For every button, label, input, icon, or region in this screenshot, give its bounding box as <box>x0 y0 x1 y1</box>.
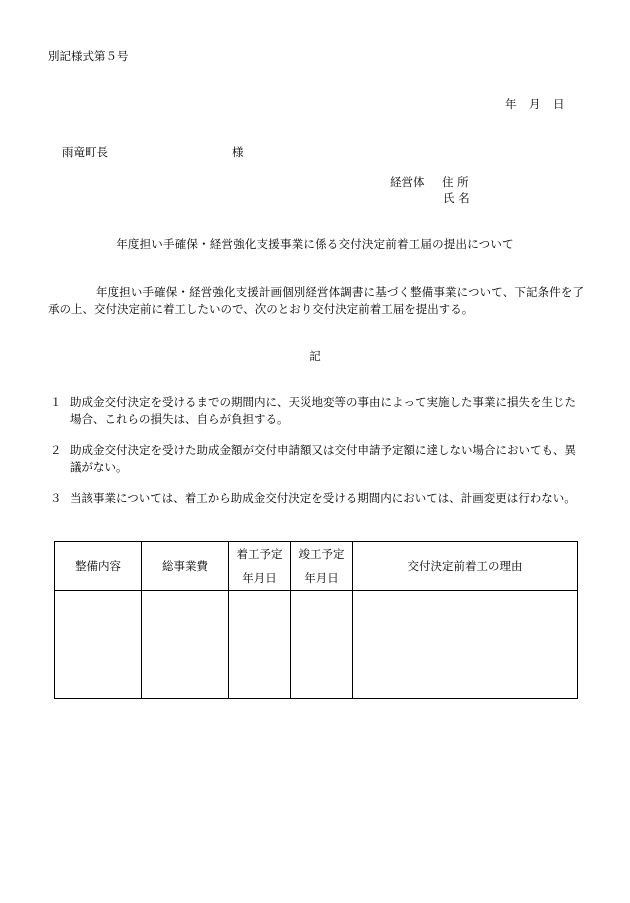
date-month-label: 月 <box>529 97 541 111</box>
table-header-row <box>55 542 578 591</box>
col-header-reason: 交付決定前着工の理由 <box>353 542 578 591</box>
date-year-label: 年 <box>505 97 517 111</box>
table-row <box>55 591 578 699</box>
application-table <box>54 541 578 699</box>
condition-number: １ <box>50 395 62 409</box>
addressee-name: 雨竜町長 <box>62 145 108 159</box>
col-header-start-date <box>229 542 291 591</box>
col-header-total-cost: 総事業費 <box>142 542 229 591</box>
col-header-completion-date <box>291 542 353 591</box>
address-label: 住 所 <box>442 175 469 189</box>
condition-number: ２ <box>50 443 62 457</box>
condition-item <box>48 490 584 507</box>
date-day-label: 日 <box>553 97 565 111</box>
date-line <box>505 96 565 112</box>
addressee-honorific: 様 <box>232 145 244 159</box>
addressee <box>62 144 244 160</box>
col-header-completion-line2: 年月日 <box>304 571 339 585</box>
condition-item <box>48 442 584 476</box>
form-number: 別記様式第５号 <box>48 49 129 63</box>
condition-item <box>48 394 584 428</box>
condition-number: ３ <box>50 491 62 505</box>
col-header-start-line1: 着工予定 <box>236 547 283 561</box>
cell-reason[interactable] <box>353 591 578 699</box>
col-header-content: 整備内容 <box>55 542 142 591</box>
cell-completion-date[interactable] <box>291 591 353 699</box>
entity-label: 経営体 <box>390 175 425 189</box>
body-paragraph: 年度担い手確保・経営強化支援計画個別経営体調書に基づく整備事業について、下記条件を了承の上、交付決定前に着工したいので、次のとおり交付決定前着工届を提出する。 <box>48 285 584 316</box>
cell-content[interactable] <box>55 591 142 699</box>
ki-heading: 記 <box>309 349 321 363</box>
col-header-start-line2: 年月日 <box>242 571 277 585</box>
document-title: 年度担い手確保・経営強化支援事業に係る交付決定前着工届の提出について <box>116 237 514 251</box>
condition-text: 助成金交付決定を受けた助成金額が交付申請額又は交付申請予定額に達しない場合においても、異議がない。 <box>70 443 576 474</box>
name-label: 氏 名 <box>443 191 470 205</box>
cell-start-date[interactable] <box>229 591 291 699</box>
cell-total-cost[interactable] <box>142 591 229 699</box>
condition-text: 当該事業については、着工から助成金交付決定を受ける期間内においては、計画変更は行わない。 <box>70 491 576 505</box>
condition-text: 助成金交付決定を受けるまでの期間内に、天災地変等の事由によって実施した事業に損失を生じた場合、これらの損失は、自らが負担する。 <box>70 395 576 426</box>
col-header-completion-line1: 竣工予定 <box>298 547 345 561</box>
